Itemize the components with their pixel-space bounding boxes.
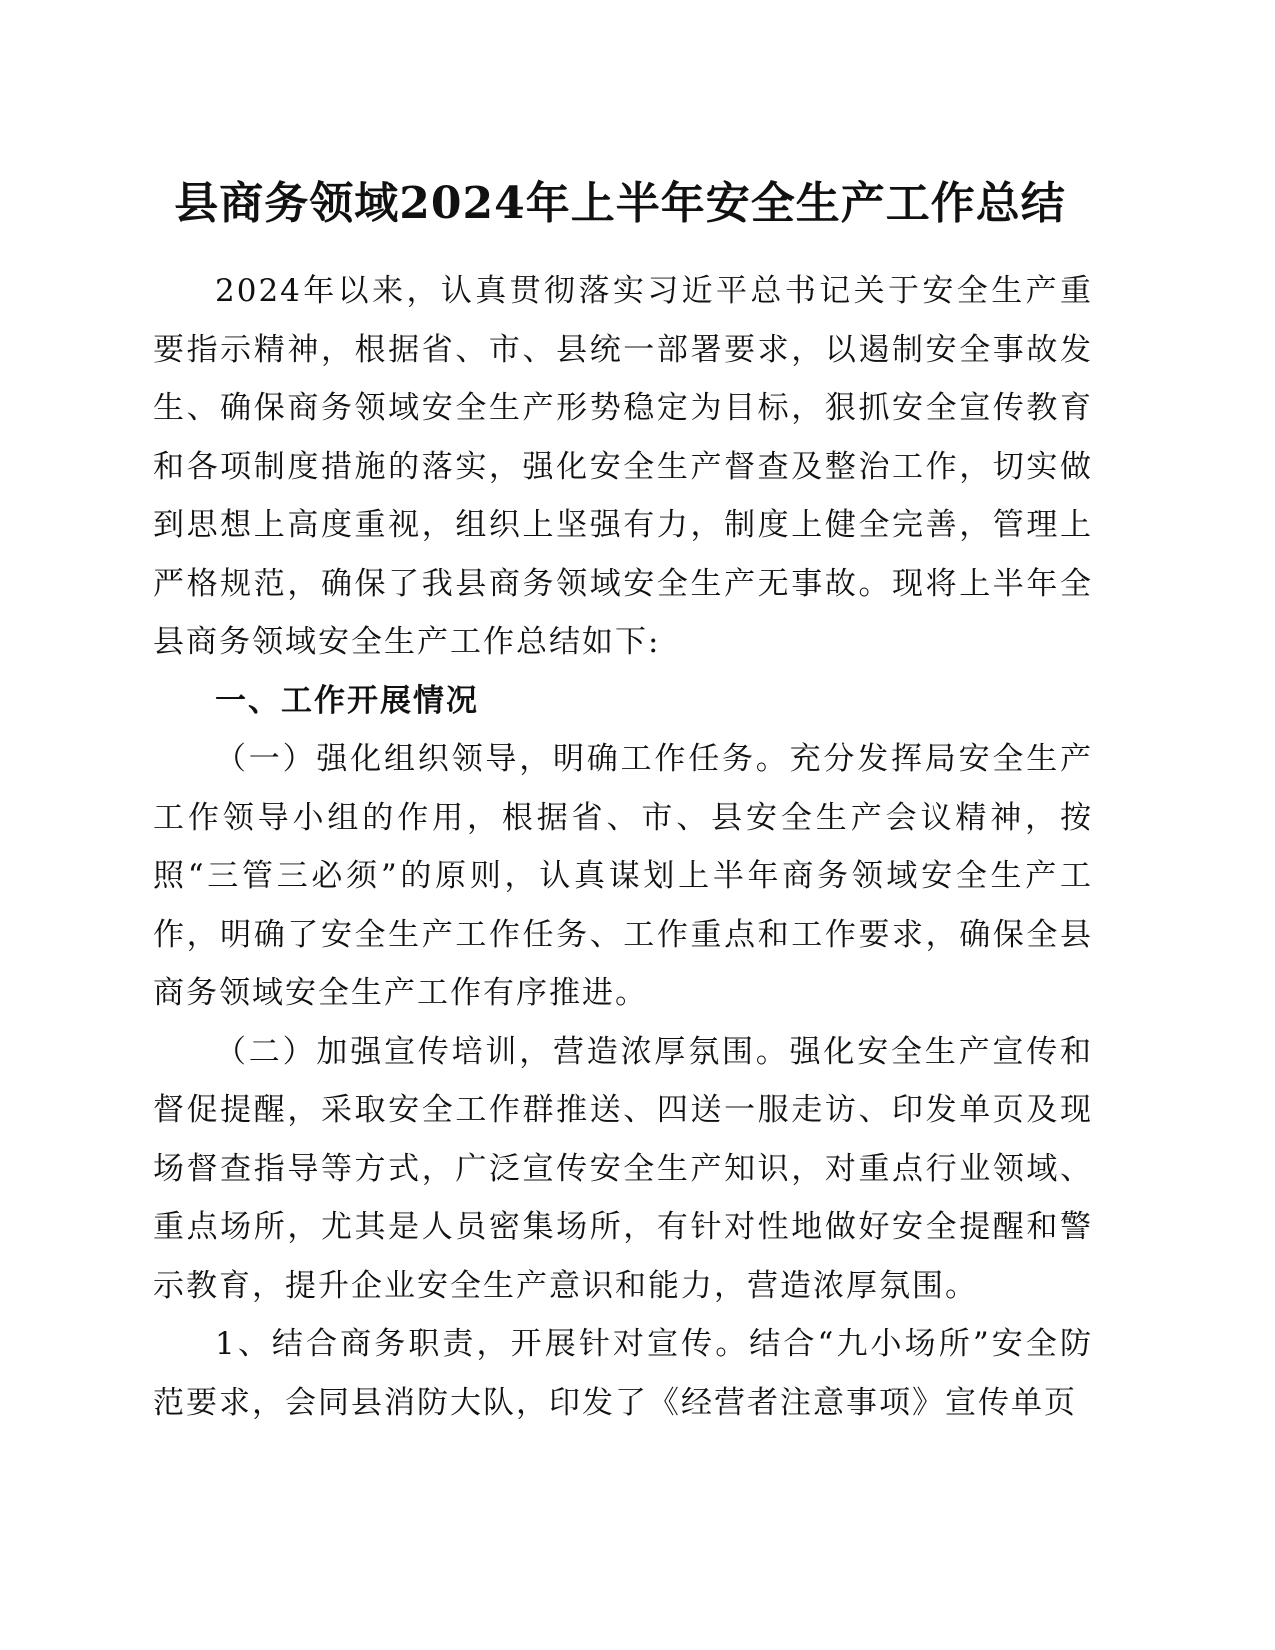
document-title: 县商务领域2024年上半年安全生产工作总结 [174,178,1066,229]
section-heading: 一、工作开展情况 [215,682,479,719]
intro-paragraph: 2024年以来，认真贯彻落实习近平总书记关于安全生产重要指示精神，根据省、市、县统一部署要求，以遏制安全事故发生、确保商务领域安全生产形势稳定为目标，狠抓安全宣传教育和各项制度措施的落实，强化安全生产督查及整治工作，切实做到思想上高度重视，组织上坚强有力，制度上健全完善，管理上严格规范，确保了我县商务领域安全生产无事故。现将上半年全县商务领域安全生产工作总结如下: [153,273,1093,660]
subsection-2-paragraph: （二）加强宣传培训，营造浓厚氛围。强化安全生产宣传和督促提醒，采取安全工作群推送、四送一服走访、印发单页及现场督查指导等方式，广泛宣传安全生产知识，对重点行业领域、重点场所，尤其是人员密集场所，有针对性地做好安全提醒和警示教育，提升企业安全生产意识和能力，营造浓厚氛围。 [153,1033,1093,1304]
subsection-1-paragraph: （一）强化组织领导，明确工作任务。充分发挥局安全生产工作领导小组的作用，根据省、市、县安全生产会议精神，按照“三管三必须”的原则，认真谋划上半年商务领域安全生产工作，明确了安全生产工作任务、工作重点和工作要求，确保全县商务领域安全生产工作有序推进。 [153,741,1093,1011]
item-1-paragraph: 1、结合商务职责，开展针对宣传。结合“九小场所”安全防范要求，会同县消防大队，印发了《经营者注意事项》宣传单页 [153,1326,1093,1421]
document-body [153,262,1093,1432]
